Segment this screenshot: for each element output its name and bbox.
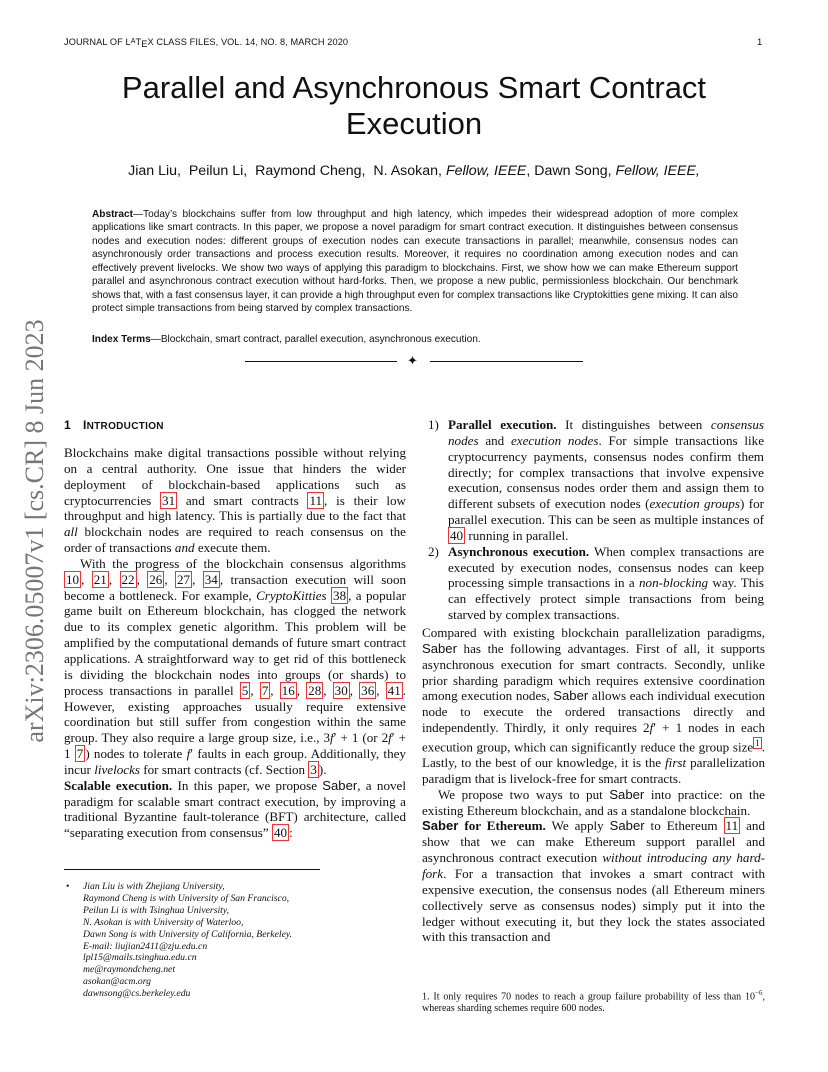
- intro-paragraph-3: Scalable execution. In this paper, we propose Saber, a novel paradigm for scalable smart contract execution, by improving a traditional Byzantine fault-tolerance (BFT) architecture, called “separating execution from consensus” 40 :: [64, 777, 406, 841]
- contribution-list: [428, 417, 764, 623]
- affiliation-line: lpl15@mails.tsinghua.edu.cn: [83, 952, 197, 964]
- proposal-paragraph: We propose two ways to put Saber into practice: on the existing Ethereum blockchain, and as a standalone blockchain.: [422, 786, 765, 818]
- affiliation-line: Dawn Song is with University of California, Berkeley.: [83, 928, 293, 940]
- author-list: Jian Liu, Peilun Li, Raymond Cheng, N. Asokan, Fellow, IEEE, Dawn Song, Fellow, IEEE,: [128, 163, 700, 179]
- advantages-paragraph: Compared with existing blockchain parallelization paradigms, Saber has the following advantages. First of all, it supports asynchronous execution for smart contracts. Secondly, unlike prior sharding paradigm which requires extensive coordination among execution nodes, Saber allows each individual execution node to execute the ordered transactions directly and independently. Thirdly, it only requires 2f′ + 1 nodes in each execution group, which can significantly reduce the group size $^1$ . Lastly, to the best of our knowledge, it is the first parallelization paradigm that is livelock-free for smart contracts.: [422, 625, 765, 786]
- affiliation-line: E-mail: liujian2411@zju.edu.cn: [83, 940, 208, 952]
- section-number: 1: [64, 418, 71, 432]
- list-item: 1) Parallel execution. It distinguishes between consensus nodes and execution nodes. For simple transactions like cryptocurrency payments, consensus nodes confirm them directly; for complex transactions that involve expensive execution, consensus nodes order them and assign them to different subsets of execution nodes (execution groups) for parallel execution. This can be seen as multiple instances of 40 running in parallel.: [428, 417, 765, 543]
- affiliation-line: N. Asokan is with University of Waterloo,: [83, 916, 244, 928]
- index-terms: [92, 334, 738, 345]
- affiliation-line: me@raymondcheng.net: [83, 964, 176, 976]
- abstract-text: —Today’s blockchains suffer from low throughput and high latency, which impedes their widespread adoption of more complex applications like smart contracts. In this paper, we propose a novel paradigm for smart contract execution. It distinguishes between consensus nodes and execution nodes: different groups of execution nodes can execute transactions in parallel; meanwhile, consensus nodes can asynchronously order transactions and process execution results. Moreover, it requires no coordination among execution nodes and can effectively prevent livelocks. We show two ways of applying this paradigm to blockchains. First, we show how we can make Ethereum support parallel and asynchronous contract execution without hard-forks. Then, we propose a new public, permissionless blockchain. Our benchmark shows that, with a fast consensus layer, it can provide a high throughput even for complex transactions like Cryptokitties gene mixing. It can also protect simple transactions from being starved by complex transactions.: [92, 209, 738, 315]
- affiliation-line: asokan@acm.org: [83, 976, 152, 988]
- left-column: [64, 445, 406, 841]
- separator-diamond: ✦: [407, 353, 418, 368]
- right-column: [422, 625, 765, 945]
- separator-rule-right: [430, 361, 583, 362]
- paper-title: Parallel and Asynchronous Smart Contract Execution: [121, 70, 707, 141]
- index-terms-text: —Blockchain, smart contract, parallel execution, asynchronous execution.: [150, 334, 481, 345]
- list-item: 2) Asynchronous execution. When complex transactions are executed by execution nodes, consensus nodes can keep processing simple transactions in a non-blocking way. This can effectively protect simple transactions from being starved by complex transactions.: [428, 543, 765, 623]
- running-header: JOURNAL OF $L^ATEX$ CLASS FILES, VOL. 14, NO. 8, MARCH 2020: [64, 37, 349, 49]
- separator-rule-left: [245, 361, 397, 362]
- index-terms-label: Index Terms: [92, 334, 151, 345]
- footnote-1: 1. It only requires 70 nodes to reach a group failure probability of less than $10^{-6}$, whereas sharding schemes require 600 nodes.: [422, 989, 765, 1015]
- author-affiliations: [66, 881, 366, 1000]
- arxiv-identifier: arXiv:2306.05007v1 [cs.CR] 8 Jun 2023: [20, 319, 49, 743]
- abstract-label: Abstract: [92, 209, 133, 220]
- section-title: INTRODUCTION: [82, 418, 164, 432]
- intro-paragraph-2: With the progress of the blockchain consensus algorithms 10 , 21 , 22 , 26 , 27 , 34 , transaction execution will soon become a bottleneck. For example, CryptoKitties 38 , a popular game built on Ethereum blockchain, has clogged the network due to its complex genetic algorithm. This problem will be amplified by the computational demands of future smart contract applications. A straightforward way to get rid of this bottleneck is dividing the blockchain nodes into groups (or shards) to process transactions in parallel 5 , 7 , 16 , 28 , 30 , 36 , 41 . However, existing approaches usually require extensive coordination but still suffer from congestion within the same group. They also require a large group size, i.e., 3f′ + 1 (or 2f′ + 1 7 ) nodes to tolerate f′ faults in each group. Additionally, they incur livelocks for smart contracts (cf. Section 3 ).: [64, 555, 407, 777]
- page-number: 1: [757, 37, 763, 48]
- ethereum-paragraph: Saber for Ethereum. We apply Saber to Ethereum 11 and show that we can make Ethereum support parallel and asynchronous contract execution without introducing any hard-fork. For a transaction that invokes a smart contract with expensive execution, the consensus nodes (all Ethereum miners collectively serve as consensus nodes) simply put it into the ledger without executing it, but they lock the states associated with this transaction and: [422, 818, 766, 945]
- affiliation-line: Jian Liu is with Zhejiang University,: [83, 881, 225, 892]
- footnote-bullet: •: [66, 881, 70, 892]
- intro-paragraph-1: Blockchains make digital transactions possible without relying on a central authority. One issue that hinders the wider deployment of blockchain-based applications such as cryptocurrencies 31 and smart contracts 11 , is their low throughput and high latency. This is partially due to the fact that all blockchain nodes are required to reach consensus on the order of transactions and execute them.: [64, 445, 406, 556]
- footnote-rule: [64, 869, 320, 870]
- affiliation-line: Peilun Li is with Tsinghua University,: [83, 904, 230, 916]
- section-heading: [64, 418, 164, 432]
- abstract: [92, 208, 738, 316]
- affiliation-line: Raymond Cheng is with University of San Francisco,: [83, 892, 290, 904]
- affiliation-line: dawnsong@cs.berkeley.edu: [83, 988, 191, 1000]
- arxiv-sidebar: [20, 296, 50, 766]
